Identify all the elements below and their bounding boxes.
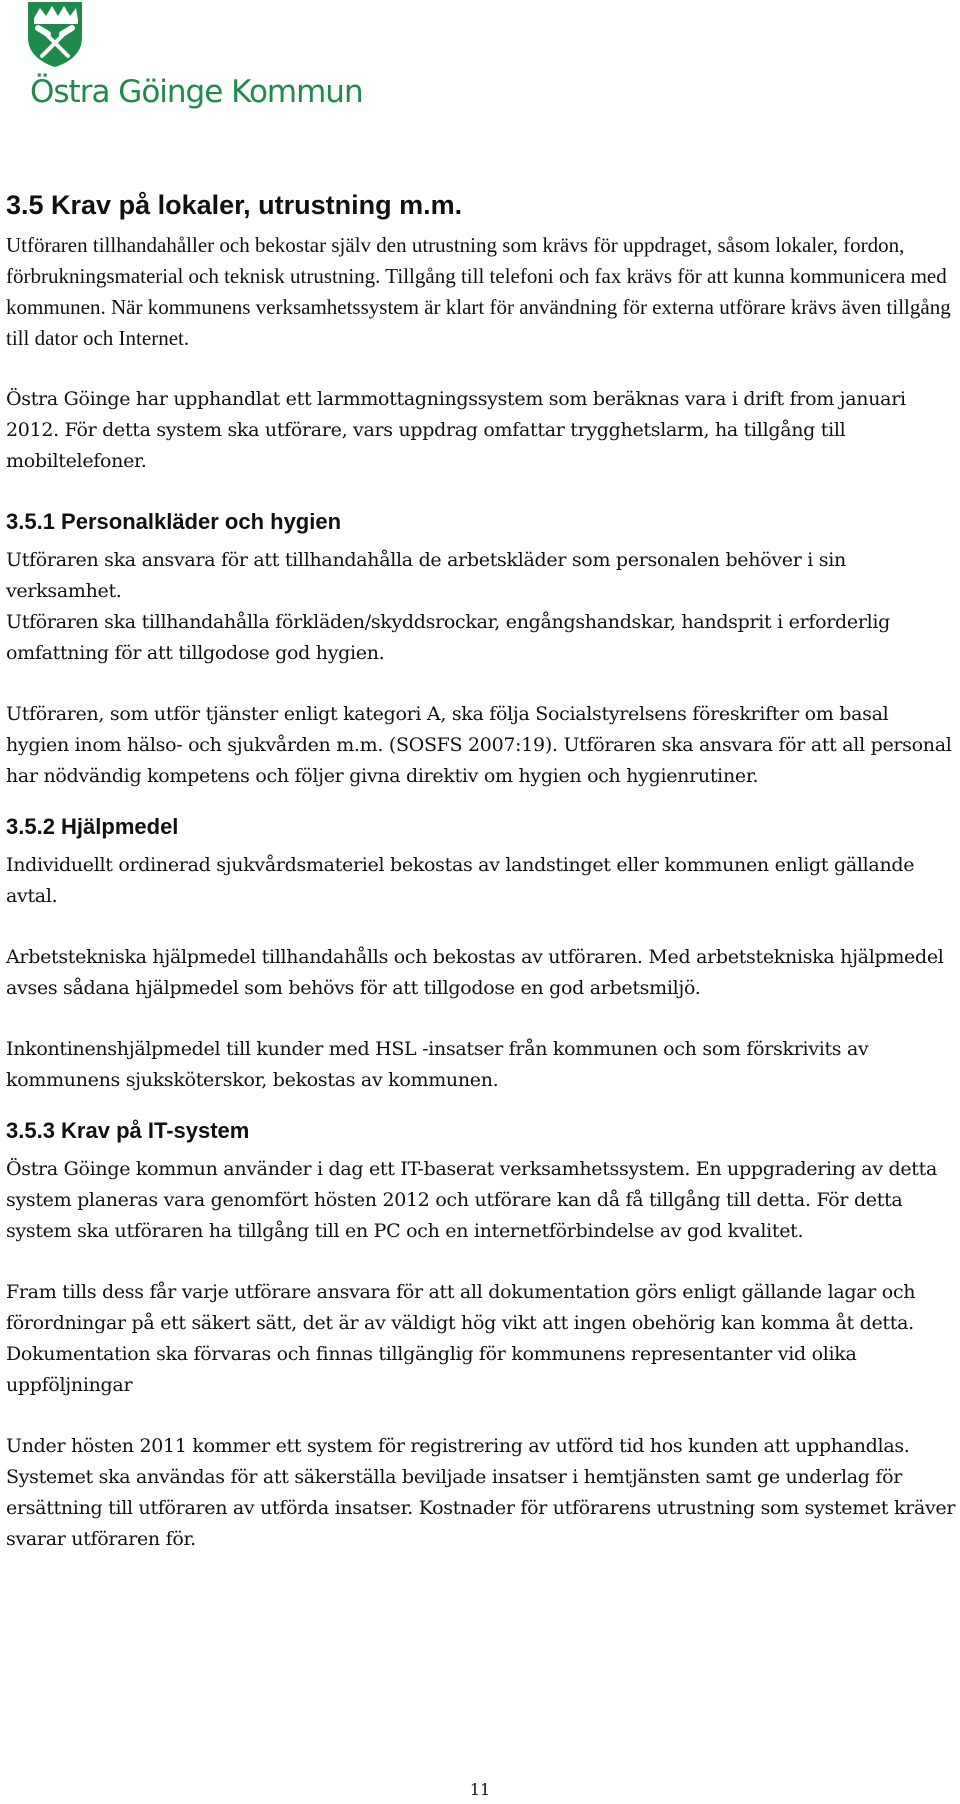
subsection-title-it-system: 3.5.3 Krav på IT-system — [6, 1118, 250, 1143]
section-title: 3.5 Krav på lokaler, utrustning m.m. — [6, 190, 463, 220]
subsection-title-hjalpmedel: 3.5.2 Hjälpmedel — [6, 814, 179, 839]
section-paragraph-1: Utföraren tillhandahåller och bekostar själv den utrustning som krävs för uppdraget, såsom lokaler, fordon, förbrukningsmaterial och teknisk utrustning. Tillgång till telefoni och fax krävs för att kunna kommunicera med kommunen. När kommunens verksamhetssystem är klart för användning för externa utförare krävs även tillgång till dator och Internet. — [6, 233, 951, 350]
subsection-2-paragraph-2: Arbetstekniska hjälpmedel tillhandahålls och bekostas av utföraren. Med arbetstekniska hjälpmedel avses sådana hjälpmedel som behövs för att tillgodose en god arbetsmiljö. — [6, 946, 944, 999]
coat-of-arms-icon — [26, 0, 84, 68]
subsection-3-paragraph-2: Fram tills dess får varje utförare ansvara för att all dokumentation görs enligt gällande lagar och förordningar på ett säkert sätt, det är av väldigt hög vikt att ingen obehörig kan komma åt detta. Dokumentation ska förvaras och finnas tillgänglig för kommunens representanter vid olika uppföljningar — [6, 1281, 916, 1396]
subsection-2-paragraph-3: Inkontinenshjälpmedel till kunder med HSL -insatser från kommunen och som förskrivits av kommunens sjuksköterskor, bekostas av kommunen. — [6, 1038, 869, 1091]
subsection-1-paragraph-1: Utföraren ska ansvara för att tillhandahålla de arbetskläder som personalen behöver i sin verksamhet. — [6, 549, 846, 602]
subsection-title-personalklader: 3.5.1 Personalkläder och hygien — [6, 509, 342, 534]
subsection-1-paragraph-2: Utföraren ska tillhandahålla förkläden/skyddsrockar, engångshandskar, handsprit i erforderlig omfattning för att tillgodose god hygien. — [6, 611, 891, 664]
municipality-logo — [26, 0, 363, 120]
logo-wordmark: Östra Göinge Kommun — [30, 74, 363, 110]
subsection-3-paragraph-3: Under hösten 2011 kommer ett system för registrering av utförd tid hos kunden att upphandlas. Systemet ska användas för att säkerställa beviljade insatser i hemtjänsten samt ge underlag för ersättning till utföraren av utförda insatser. Kostnader för utförarens utrustning som systemet kräver svarar utföraren för. — [6, 1435, 956, 1550]
page-number: 11 — [469, 1780, 491, 1799]
subsection-3-paragraph-1: Östra Göinge kommun använder i dag ett IT-baserat verksamhetssystem. En uppgradering av detta system planeras vara genomfört hösten 2012 och utförare kan då få tillgång till detta. För detta system ska utföraren ha tillgång till en PC och en internetförbindelse av god kvalitet. — [6, 1158, 937, 1242]
document-body — [6, 188, 956, 1555]
subsection-1-paragraph-3: Utföraren, som utför tjänster enligt kategori A, ska följa Socialstyrelsens föreskrifter om basal hygien inom hälso- och sjukvården m.m. (SOSFS 2007:19). Utföraren ska ansvara för att all personal har nödvändig kompetens och följer givna direktiv om hygien och hygienrutiner. — [6, 703, 952, 787]
section-paragraph-2: Östra Göinge har upphandlat ett larmmottagningssystem som beräknas vara i drift from januari 2012. För detta system ska utförare, vars uppdrag omfattar trygghetslarm, ha tillgång till mobiltelefoner. — [6, 388, 906, 472]
subsection-2-paragraph-1: Individuellt ordinerad sjukvårdsmateriel bekostas av landstinget eller kommunen enligt gällande avtal. — [6, 854, 915, 907]
